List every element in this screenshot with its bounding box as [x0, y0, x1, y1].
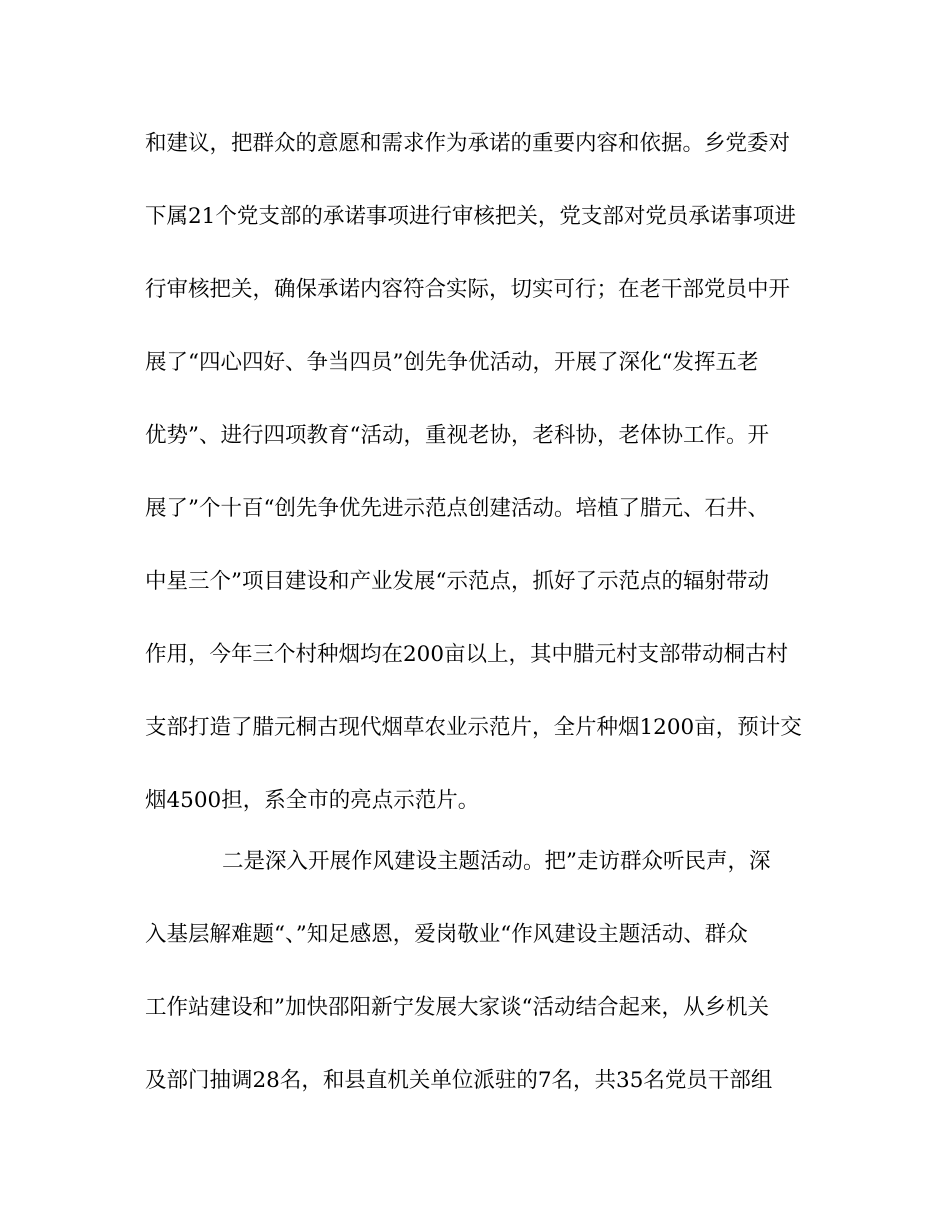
- text-line-13: 工作站建设和”加快邵阳新宁发展大家谈“活动结合起来，从乡机关: [145, 995, 769, 1020]
- text-line-9: 支部打造了腊元桐古现代烟草农业示范片，全片种烟1200亩，预计交: [145, 715, 802, 740]
- text-line-10: 烟4500担，系全市的亮点示范片。: [145, 788, 480, 813]
- text-line-4: 展了“四心四好、争当四员”创先争优活动，开展了深化“发挥五老: [145, 350, 759, 375]
- text-line-1: 和建议，把群众的意愿和需求作为承诺的重要内容和依据。乡党委对: [145, 131, 791, 156]
- text-line-12: 入基层解难题“、”知足感恩，爱岗敬业“作风建设主题活动、群众: [145, 922, 748, 947]
- text-line-6: 展了”个十百“创先争优先进示范点创建活动。培植了腊元、石井、: [145, 496, 769, 521]
- text-line-5: 优势”、进行四项教育“活动，重视老协，老科协，老体协工作。开: [145, 423, 769, 448]
- paragraph-start-line: 二是深入开展作风建设主题活动。把”走访群众听民声，深: [222, 849, 771, 874]
- text-line-14: 及部门抽调28名，和县直机关单位派驻的7名，共35名党员干部组: [145, 1068, 773, 1093]
- text-line-3: 行审核把关，确保承诺内容符合实际，切实可行；在老干部党员中开: [145, 277, 791, 302]
- text-line-2: 下属21个党支部的承诺事项进行审核把关，党支部对党员承诺事项进: [145, 204, 796, 229]
- text-line-8: 作用，今年三个村种烟均在200亩以上，其中腊元村支部带动桐古村: [145, 642, 789, 667]
- text-line-7: 中星三个”项目建设和产业发展“示范点，抓好了示范点的辐射带动: [145, 569, 769, 594]
